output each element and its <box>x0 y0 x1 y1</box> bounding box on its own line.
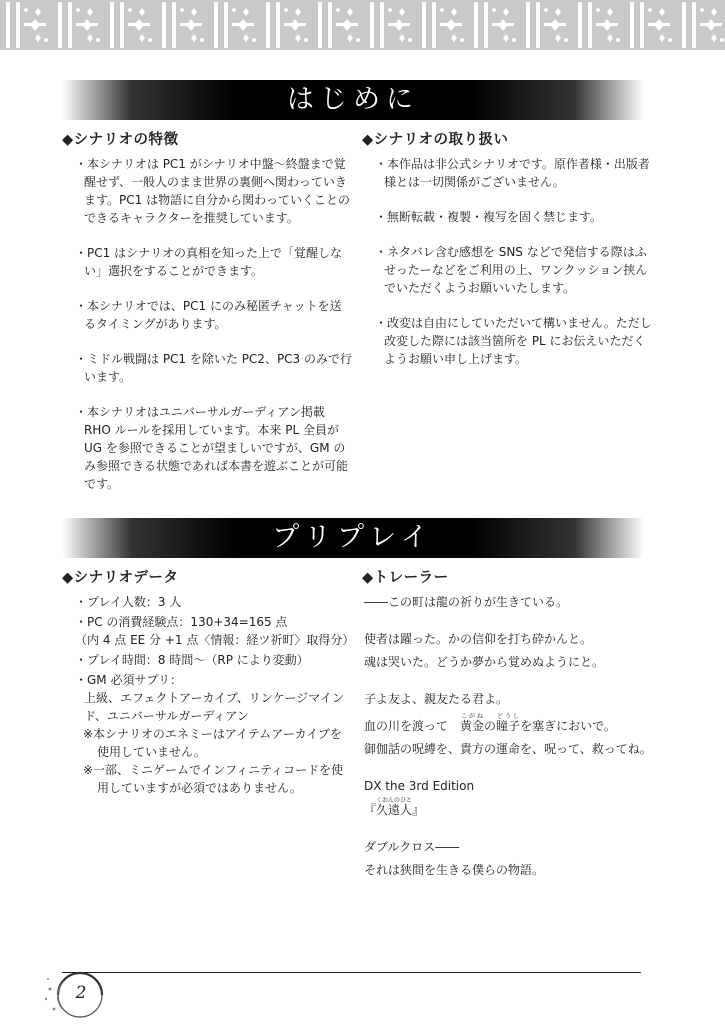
trailer-line: それは狭間を生きる僕らの物語。 <box>364 863 545 877</box>
handling-item: ・本作品は非公式シナリオです。原作者様・出版者様とは一切関係がございません。 <box>375 157 650 189</box>
trailer-line: 魂は哭いた。どうか夢から覚めぬようにと。 <box>364 655 605 669</box>
trailer-line: 子よ友よ、親友たる君よ。 <box>364 692 509 706</box>
intro-banner-title: はじめに <box>287 84 419 115</box>
page-number: 2 <box>75 983 87 1003</box>
floral-pattern-icon <box>0 0 725 50</box>
feature-item: ・本シナリオでは、PC1 にのみ秘匿チャットを送るタイミングがあります。 <box>75 299 342 331</box>
handling-item: ・ネタバレ含む感想を SNS などで発信する際はふせったーなどをご利用の上、ワンクッション挟んでいただくようお願いいたします。 <box>375 245 648 295</box>
footer-rule <box>62 972 641 973</box>
scenario-features-section <box>62 128 352 493</box>
note-item: ※一部、ミニゲームでインフィニティコードを使用していますが必須ではありません。 <box>83 763 344 795</box>
top-decorative-band <box>0 0 725 50</box>
exp-detail: （内 4 点 EE 分 +1 点〈情報：経ツ祈町〉取得分） <box>75 633 355 647</box>
trailer-line: 使者は躍った。かの信仰を打ち砕かんと。 <box>364 632 593 646</box>
feature-item: ・ミドル戦闘は PC1 を除いた PC2、PC3 のみで行います。 <box>75 352 353 384</box>
trailer-line: 御伽話の呪縛を、貴方の運命を、呪って、救ってね。 <box>364 742 652 756</box>
page-number-ornament <box>36 965 126 1024</box>
preplay-banner <box>62 518 644 558</box>
system-name: DX the 3rd Edition <box>364 779 475 793</box>
intro-banner <box>62 80 644 120</box>
players-item: ・プレイ人数：3 人 <box>75 595 182 609</box>
scenario-handling-heading: ◆シナリオの取り扱い <box>362 132 509 148</box>
time-item: ・プレイ時間：8 時間〜（RP により変動） <box>75 653 309 667</box>
supple-item: ・GM 必須サプリ： <box>75 673 182 687</box>
exp-item: ・PC の消費経験点：130+34=165 点 <box>75 615 288 629</box>
supple-list: 上級、エフェクトアーカイブ、リンケージマインド、ユニバーサルガーディアン <box>84 691 345 723</box>
feature-item: ・本シナリオは PC1 がシナリオ中盤〜終盤まで覚醒せず、一般人のまま世界の裏側へ関わっていきます。PC1 は物語に自分から関わっていくことのできるキャラクターを推奨しています。 <box>75 157 350 225</box>
scenario-title: 『久遠人くおんのひと』 <box>364 797 425 817</box>
trailer-heading: ◆トレーラー <box>362 570 449 586</box>
note-item: ※本シナリオのエネミーはアイテムアーカイブを使用していません。 <box>83 727 342 759</box>
trailer-section <box>362 566 652 879</box>
feature-item: ・PC1 はシナリオの真相を知った上で「覚醒しない」選択をすることができます。 <box>75 246 342 278</box>
scenario-data-heading: ◆シナリオデータ <box>62 570 179 586</box>
scenario-handling-section <box>362 128 652 368</box>
scenario-data-section <box>62 566 355 797</box>
trailer-line: 血の川を渡って 黄金こがねの瞳子どうしを塞ぎにおいで。 <box>364 713 616 733</box>
scenario-features-heading: ◆シナリオの特徴 <box>62 132 179 148</box>
preplay-banner-title: プリプレイ <box>272 522 434 553</box>
trailer-line: ダブルクロス―― <box>364 840 460 854</box>
handling-item: ・無断転載・複製・複写を固く禁じます。 <box>375 210 603 224</box>
handling-item: ・改変は自由にしていただいて構いません。ただし改変した際には該当箇所を PL にお伝えいただくようお願い申し上げます。 <box>375 316 652 366</box>
trailer-line: ――この町は龍の祈りが生きている。 <box>364 595 569 609</box>
feature-item: ・本シナリオはユニバーサルガーディアン掲載 RHO ルールを採用しています。本来 PL 全員が UG を参照できることが望ましいですが、GM のみ参照できる状態であれば本書を遊ぶことが可能です。 <box>75 405 349 491</box>
